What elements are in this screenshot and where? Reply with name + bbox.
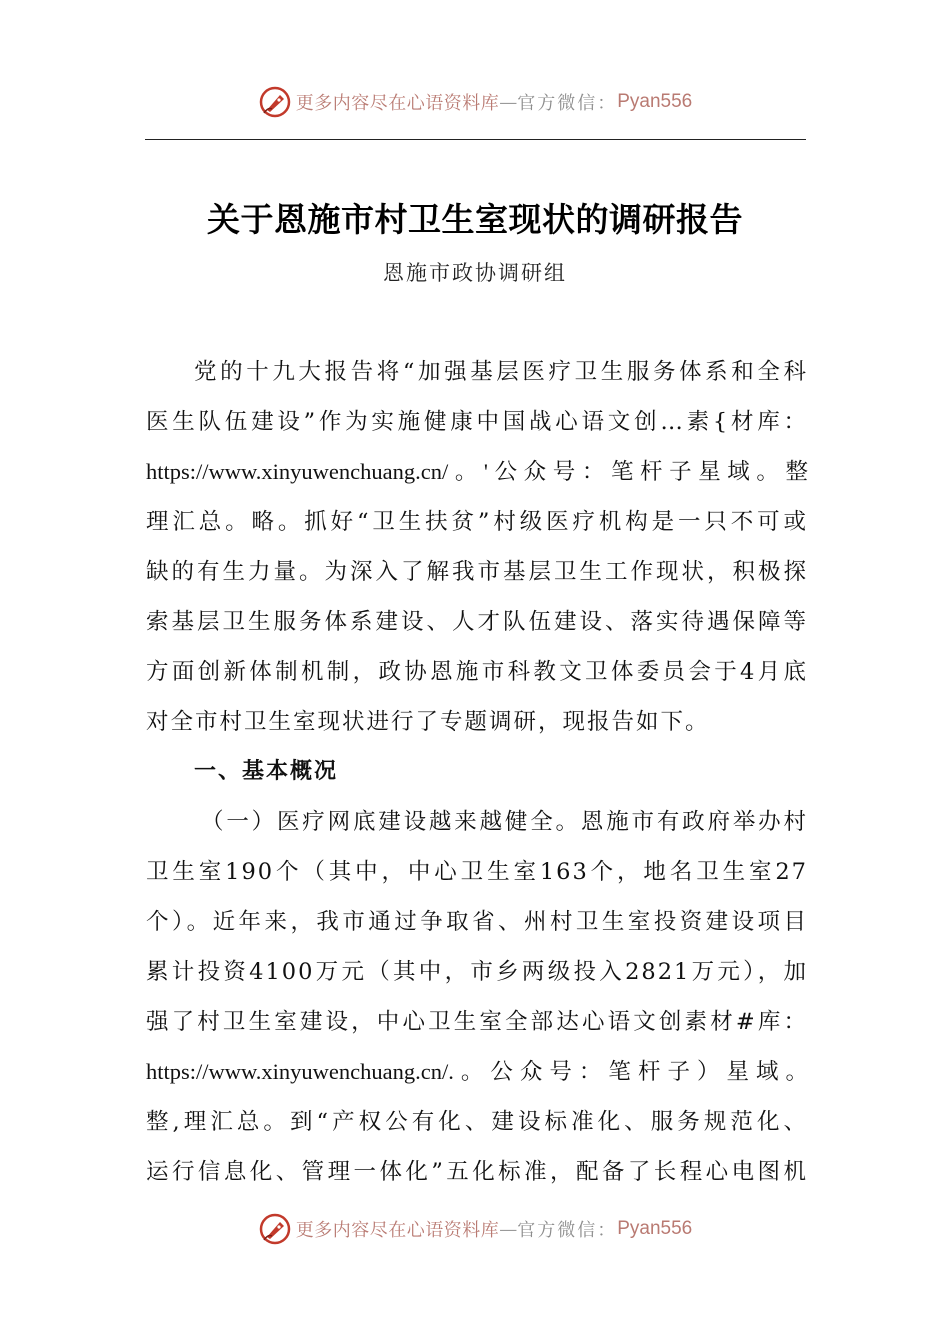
banner-site-name: 更多内容尽在心语资料库 [295, 93, 500, 114]
header-divider [145, 139, 806, 140]
document-body [146, 347, 808, 1197]
body-line: https://www.xinyuwenchuang.cn/。'公众号：笔杆子星域。整 [146, 459, 808, 484]
pen-nib-circle-icon [258, 85, 292, 119]
document-author: 恩施市政协调研组 [383, 261, 567, 285]
body-line: 医生队伍建设”作为实施健康中国战心语文创…素{材库： [146, 409, 808, 435]
section-heading: 一、基本概况 [194, 759, 339, 784]
body-line: 对全市村卫生室现状进行了专题调研，现报告如下。 [146, 709, 710, 735]
footer-banner [0, 1209, 950, 1249]
header-banner [0, 82, 950, 122]
body-line: 卫生室190个（其中，中心卫生室163个，地名卫生室27 [146, 859, 808, 885]
banner-dash: — [499, 91, 518, 113]
body-line: 方面创新体制机制，政协恩施市科教文卫体委员会于4月底 [146, 659, 808, 685]
body-line: 累计投资4100万元（其中，市乡两级投入2821万元），加 [146, 959, 808, 985]
body-line: 党的十九大报告将“加强基层医疗卫生服务体系和全科 [194, 359, 808, 385]
body-line: 理汇总。略。抓好“卫生扶贫”村级医疗机构是一只不可或 [146, 509, 808, 535]
body-line: 索基层卫生服务体系建设、人才队伍建设、落实待遇保障等 [146, 609, 808, 635]
body-line: 运行信息化、管理一体化”五化标准，配备了长程心电图机 [146, 1159, 808, 1185]
body-line: https://www.xinyuwenchuang.cn/.。公众号：笔杆子）星域。 [146, 1059, 808, 1084]
banner-dash: — [499, 1218, 518, 1240]
banner-official-label: 官方微信： [517, 1220, 618, 1241]
body-line: 强了村卫生室建设，中心卫生室全部达心语文创素材#库： [146, 1009, 808, 1035]
pen-nib-circle-icon [258, 1212, 292, 1246]
body-line: （一）医疗网底建设越来越健全。恩施市有政府举办村 [201, 809, 808, 835]
banner-site-name: 更多内容尽在心语资料库 [295, 1220, 500, 1241]
banner-wechat-id: Pyan556 [617, 91, 693, 112]
banner-wechat-id: Pyan556 [617, 1218, 693, 1239]
banner-official-label: 官方微信： [517, 93, 618, 114]
document-title: 关于恩施市村卫生室现状的调研报告 [207, 200, 743, 239]
body-line: 个）。近年来，我市通过争取省、州村卫生室投资建设项目 [146, 909, 808, 935]
body-line: 整,理汇总。到“产权公有化、建设标准化、服务规范化、 [146, 1109, 808, 1135]
body-line: 缺的有生力量。为深入了解我市基层卫生工作现状，积极探 [146, 559, 808, 585]
